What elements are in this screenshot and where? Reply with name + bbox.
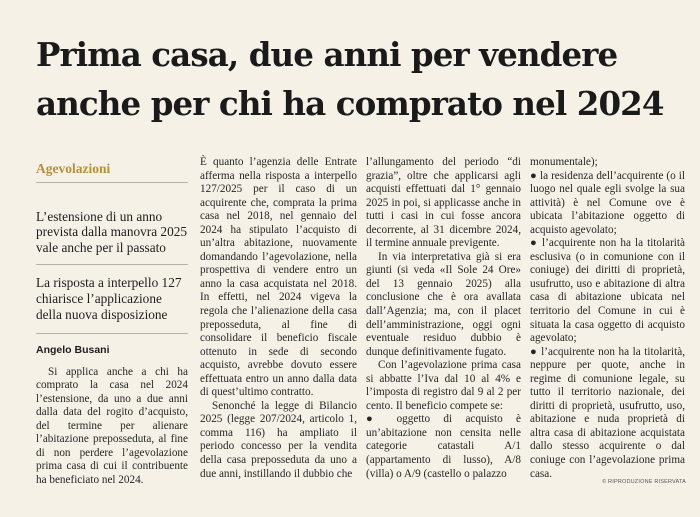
article-headline <box>36 30 676 128</box>
byline-rule <box>36 333 188 334</box>
column-4 <box>530 156 685 481</box>
headline-line-2: anche per chi ha comprato nel 2024 <box>36 84 664 123</box>
subhead-divider <box>36 264 188 265</box>
body-paragraph: l’allungamento del periodo “di grazia”, oltre che applicarsi agli acquisti effettuati dal 1° gennaio 2025 in poi, si applicasse anche in tutti i casi in cui fosse ancora decorrente, al 31 dicembre 2024, il termine annuale previgente. <box>366 156 521 250</box>
body-paragraph: Si applica anche a chi ha comprato la casa nel 2024 l’estensione, da uno a due anni dalla data del rogito d’acquisto, del termine per alienare l’abitazione preposseduta, al fine di non perdere l’agevolazione prima casa di cui il contribuente ha beneficiato nel 2024. <box>36 365 188 487</box>
body-paragraph: In via interpretativa già si era giunti (si veda «Il Sole 24 Ore» del 13 gennaio 2025) alla conclusione che è ora avallata dall’Agenzia; ma, con il placet dell’amministrazione, oggi ogni eventuale residuo dubbio è dunque definitivamente fugato. <box>366 250 521 358</box>
column-1 <box>36 156 188 488</box>
author-byline: Angelo Busani <box>36 344 110 357</box>
column-2 <box>200 156 357 481</box>
body-paragraph: È quanto l’agenzia delle Entrate afferma nella risposta a interpello 127/2025 per il caso di un acquirente che, comprata la prima casa nel 2018, nel gennaio del 2024 ha stipulato l’acquisto di un’altra abitazione, nuovamente domandando l’agevolazione, nella prospettiva di vendere entro un anno la casa acquistata nel 2018. In effetti, nel 2024 vigeva la regola che l’alienazione della casa preposseduta, al fine di consolidare il beneficio fiscale ottenuto in sede di secondo acquisto, avrebbe dovuto essere effettuata entro un anno dalla data di quest’ultimo contratto. <box>200 156 357 399</box>
copyright-notice: © RIPRODUZIONE RISERVATA <box>602 479 686 485</box>
requirement-bullet: ● l’acquirente non ha la titolarità esclusiva (o in comunione con il coniuge) dei diritti di proprietà, usufrutto, uso e abitazione di altra casa di abitazione ubicata nel territorio del Comune in cui è situata la casa oggetto di acquisto agevolato; <box>530 237 685 345</box>
requirement-bullet: ● oggetto di acquisto è un’abitazione non censita nelle categorie catastali A/1 (appartamento di lusso), A/8 (villa) o A/9 (castello o palazzo <box>366 413 521 480</box>
headline-line-1: Prima casa, due anni per vendere <box>36 35 618 74</box>
requirement-bullet: ● l’acquirente non ha la titolarità, neppure per quote, anche in regime di comunione legale, su tutto il territorio nazionale, dei diritti di proprietà, usufrutto, uso, abitazione e nuda proprietà di altra casa di abitazione acquistata dallo stesso acquirente o dal coniuge con l’agevolazione prima casa. <box>530 345 685 480</box>
requirement-bullet: monumentale); <box>530 156 598 168</box>
section-rule <box>36 182 188 183</box>
body-paragraph: Senonché la legge di Bilancio 2025 (legge 207/2024, articolo 1, comma 116) ha ampliato il periodo concesso per la vendita della casa preposseduta da uno a due anni, instillando il dubbio che <box>200 399 357 480</box>
subhead-2: La risposta a interpello 127 chiarisce l’applicazione della nuova disposizione <box>36 275 182 322</box>
body-paragraph: Con l’agevolazione prima casa si abbatte l’Iva dal 10 al 4% e l’imposta di registro dal 9 al 2 per cento. Il beneficio compete se: <box>366 359 521 412</box>
column-3 <box>366 156 521 481</box>
subhead-1: L’estensione di un anno prevista dalla manovra 2025 vale anche per il passato <box>36 208 188 255</box>
section-label: Agevolazioni <box>36 161 111 176</box>
requirement-bullet: ● la residenza dell’acquirente (o il luogo nel quale egli svolge la sua attività) è nel Comune ove è ubicata l’abitazione oggetto di acquisto agevolato; <box>530 169 685 236</box>
